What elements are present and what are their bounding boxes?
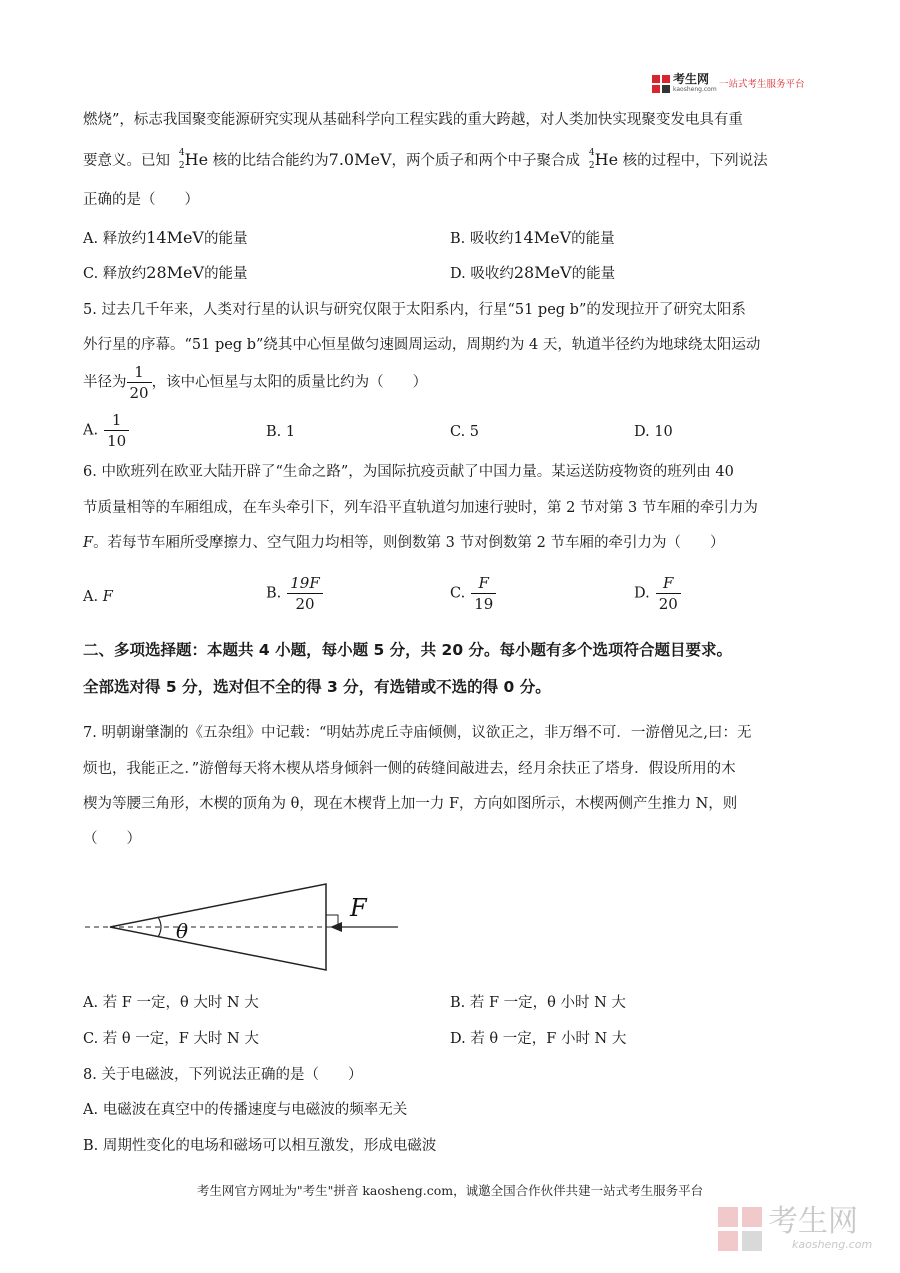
q8-option-b[interactable]: B. 周期性变化的电场和磁场可以相互激发，形成电磁波 bbox=[83, 1138, 437, 1154]
q4-option-c[interactable]: C. 释放约28MeV的能量 bbox=[83, 263, 248, 282]
q5-option-c[interactable]: C. 5 bbox=[450, 424, 480, 440]
q5-option-b[interactable]: B. 1 bbox=[266, 424, 296, 440]
wedge-figure bbox=[80, 870, 410, 980]
q4-line3: 正确的是（ ） bbox=[83, 192, 199, 208]
q4-line2: 要意义。已知 4 2 He 核的比结合能约为7.0MeV，两个质子和两个中子聚合成 4 2 He 核的过程中，下列说法 bbox=[83, 148, 768, 171]
q6-option-b[interactable]: B. $\frac{19F}{20}$ bbox=[266, 573, 323, 614]
q5-option-d[interactable]: D. 10 bbox=[634, 424, 673, 440]
q7-option-b[interactable]: B. 若 F 一定，θ 小时 N 大 bbox=[450, 995, 626, 1011]
q8-option-a[interactable]: A. 电磁波在真空中的传播速度与电磁波的频率无关 bbox=[83, 1102, 408, 1118]
q8-line1: 8. 关于电磁波，下列说法正确的是（ ） bbox=[83, 1067, 363, 1083]
q7-line3: 楔为等腰三角形，木楔的顶角为 θ，现在木楔背上加一力 F，方向如图所示，木楔两侧产生推力 N，则 bbox=[83, 796, 738, 812]
helium-isotope: 4 2 bbox=[178, 148, 185, 171]
q7-line4: （ ） bbox=[83, 831, 141, 847]
q5-line3: 半径为 $\frac{1}{20}$ ，该中心恒星与太阳的质量比约为（ ） bbox=[83, 363, 428, 402]
header-logo-domain: kaosheng.com bbox=[673, 86, 717, 93]
section2-heading-line2: 全部选对得 5 分，选对但不全的得 3 分，有选错或不选的得 0 分。 bbox=[83, 678, 551, 696]
watermark-logo bbox=[718, 1205, 888, 1255]
kaosheng-logo-icon bbox=[652, 75, 670, 93]
angle-label: θ bbox=[176, 919, 189, 943]
header-logo-name: 考生网 bbox=[673, 72, 710, 86]
q6-option-a[interactable]: A. F bbox=[83, 589, 113, 605]
q7-line1: 7. 明朝谢肇淛的《五杂组》中记载：“明姑苏虎丘寺庙倾侧，议欲正之，非万缗不可．一游僧见之,曰：无 bbox=[83, 725, 752, 741]
q4-option-b[interactable]: B. 吸收约14MeV的能量 bbox=[450, 228, 615, 247]
section2-heading-line1: 二、多项选择题：本题共 4 小题，每小题 5 分，共 20 分。每小题有多个选项符合题目要求。 bbox=[83, 641, 733, 659]
q5-line1: 5. 过去几千年来，人类对行星的认识与研究仅限于太阳系内，行星“51 peg b”的发现拉开了研究太阳系 bbox=[83, 302, 746, 318]
force-arrowhead bbox=[330, 922, 342, 932]
q7-line2: 烦也，我能正之．”游僧每天将木楔从塔身倾斜一侧的砖缝间敲进去，经月余扶正了塔身．假设所用的木 bbox=[83, 761, 736, 777]
q6-option-c[interactable]: C. $\frac{F}{19}$ bbox=[450, 573, 496, 614]
q6-option-d[interactable]: D. $\frac{F}{20}$ bbox=[634, 573, 681, 614]
watermark-logo-icon bbox=[718, 1207, 762, 1251]
q7-option-d[interactable]: D. 若 θ 一定，F 小时 N 大 bbox=[450, 1031, 627, 1047]
q6-line3: F。若每节车厢所受摩擦力、空气阻力均相等，则倒数第 3 节对倒数第 2 节车厢的牵引力为（ ） bbox=[83, 535, 725, 551]
q4-option-a[interactable]: A. 释放约14MeV的能量 bbox=[83, 228, 248, 247]
watermark-domain: kaosheng.com bbox=[792, 1238, 873, 1251]
footer-text: 考生网官方网址为"考生"拼音 kaosheng.com，诚邀全国合作伙伴共建一站式考生服务平台 bbox=[196, 1183, 704, 1198]
q4-line1: 燃烧”，标志我国聚变能源研究实现从基础科学向工程实践的重大跨越，对人类加快实现聚变发电具有重 bbox=[83, 112, 743, 128]
q6-line2: 节质量相等的车厢组成，在车头牵引下，列车沿平直轨道匀加速行驶时，第 2 节对第 3 节车厢的牵引力为 bbox=[83, 500, 758, 516]
q5-fraction: $\frac{1}{20}$ bbox=[127, 362, 152, 403]
q6-line1: 6. 中欧班列在欧亚大陆开辟了“生命之路”，为国际抗疫贡献了中国力量。某运送防疫物资的班列由 40 bbox=[83, 464, 734, 480]
q7-option-c[interactable]: C. 若 θ 一定，F 大时 N 大 bbox=[83, 1031, 259, 1047]
q4-option-d[interactable]: D. 吸收约28MeV的能量 bbox=[450, 263, 616, 282]
q7-option-a[interactable]: A. 若 F 一定，θ 大时 N 大 bbox=[83, 995, 259, 1011]
q5-line2: 外行星的序幕。“51 peg b”绕其中心恒星做匀速圆周运动，周期约为 4 天，轨道半径约为地球绕太阳运动 bbox=[83, 337, 761, 353]
q5-option-a[interactable]: A. $\frac{1}{10}$ bbox=[83, 410, 129, 451]
force-label: F bbox=[350, 894, 367, 922]
watermark-name: 考生网 bbox=[768, 1204, 858, 1239]
header-slogan: 一站式考生服务平台 bbox=[719, 79, 805, 90]
